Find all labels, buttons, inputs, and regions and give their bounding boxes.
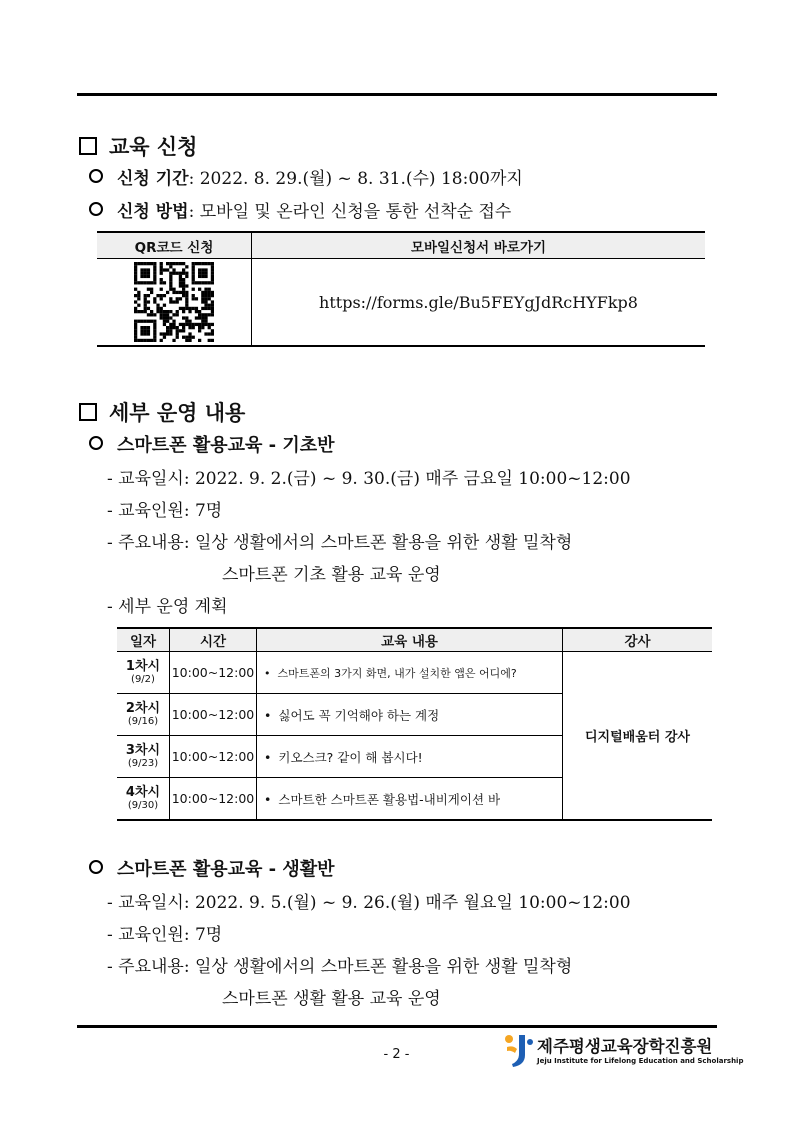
lecturer: 디지털배움터 강사 bbox=[563, 652, 713, 821]
apply-table bbox=[97, 231, 705, 347]
institute-logo-icon bbox=[503, 1033, 535, 1069]
col-time: 시간 bbox=[170, 628, 257, 652]
circle-bullet-icon bbox=[89, 436, 103, 450]
checkbox-square-icon bbox=[79, 137, 97, 155]
checkbox-square-icon bbox=[79, 403, 97, 421]
life-content: - 주요내용: 일상 생활에서의 스마트폰 활용을 위한 생활 밀착형 bbox=[107, 957, 573, 977]
session-time: 10:00~12:00 bbox=[170, 694, 257, 736]
life-content-cont: 스마트폰 생활 활용 교육 운영 bbox=[222, 989, 441, 1009]
application-url[interactable]: https://forms.gle/Bu5FEYgJdRcHYFkp8 bbox=[252, 259, 706, 347]
table-row bbox=[117, 652, 712, 694]
session-date: (9/23) bbox=[127, 758, 159, 769]
footer-rule bbox=[77, 1025, 717, 1028]
basic-people: - 교육인원: 7명 bbox=[107, 501, 223, 521]
col-date: 일자 bbox=[117, 628, 170, 652]
qr-cell bbox=[97, 259, 252, 347]
circle-bullet-icon bbox=[89, 202, 103, 216]
header-rule bbox=[77, 93, 717, 96]
session-label: 3차시 bbox=[125, 743, 161, 758]
session-label: 1차시 bbox=[125, 659, 161, 674]
section-title-details: 세부 운영 내용 bbox=[79, 397, 245, 427]
session-content: • 싫어도 꼭 기억해야 하는 계정 bbox=[257, 694, 563, 736]
session-label: 4차시 bbox=[125, 785, 161, 800]
session-time: 10:00~12:00 bbox=[170, 736, 257, 778]
life-course-title: 스마트폰 활용교육 - 생활반 bbox=[89, 855, 335, 881]
apply-method: 신청 방법: 모바일 및 온라인 신청을 통한 선착순 접수 bbox=[89, 197, 511, 222]
col-content: 교육 내용 bbox=[257, 628, 563, 652]
session-content: • 키오스크? 같이 해 봅시다! bbox=[257, 736, 563, 778]
basic-content-cont: 스마트폰 기초 활용 교육 운영 bbox=[222, 565, 441, 585]
session-date: (9/2) bbox=[131, 674, 155, 685]
life-date: - 교육일시: 2022. 9. 5.(월) ~ 9. 26.(월) 매주 월요일 10:00~12:00 bbox=[107, 893, 631, 913]
circle-bullet-icon bbox=[89, 860, 103, 874]
session-content: • 스마트한 스마트폰 활용법-내비게이션 바 bbox=[257, 778, 563, 821]
session-label: 2차시 bbox=[125, 701, 161, 716]
institute-name-en: Jeju Institute for Lifelong Education and Scholarship bbox=[537, 1057, 744, 1065]
basic-date: - 교육일시: 2022. 9. 2.(금) ~ 9. 30.(금) 매주 금요일 10:00~12:00 bbox=[107, 469, 631, 489]
session-date: (9/30) bbox=[127, 800, 159, 811]
session-content: • 스마트폰의 3가지 화면, 내가 설치한 앱은 어디에? bbox=[257, 652, 563, 694]
schedule-table bbox=[117, 627, 712, 821]
section-title-apply: 교육 신청 bbox=[79, 131, 197, 161]
session-date: (9/16) bbox=[127, 716, 159, 727]
session-time: 10:00~12:00 bbox=[170, 778, 257, 821]
qr-code-icon[interactable] bbox=[134, 262, 214, 342]
life-people: - 교육인원: 7명 bbox=[107, 925, 223, 945]
mobile-header: 모바일신청서 바로가기 bbox=[252, 232, 706, 259]
institute-name: 제주평생교육장학진흥원 bbox=[537, 1037, 713, 1056]
circle-bullet-icon bbox=[89, 169, 103, 183]
basic-course-title: 스마트폰 활용교육 - 기초반 bbox=[89, 431, 335, 457]
page-number: - 2 - bbox=[383, 1047, 410, 1062]
qr-header: QR코드 신청 bbox=[97, 232, 252, 259]
session-time: 10:00~12:00 bbox=[170, 652, 257, 694]
basic-plan: - 세부 운영 계획 bbox=[107, 597, 228, 617]
apply-period: 신청 기간: 2022. 8. 29.(월) ~ 8. 31.(수) 18:00까지 bbox=[89, 164, 523, 189]
col-lecturer: 강사 bbox=[563, 628, 713, 652]
basic-content: - 주요내용: 일상 생활에서의 스마트폰 활용을 위한 생활 밀착형 bbox=[107, 533, 573, 553]
